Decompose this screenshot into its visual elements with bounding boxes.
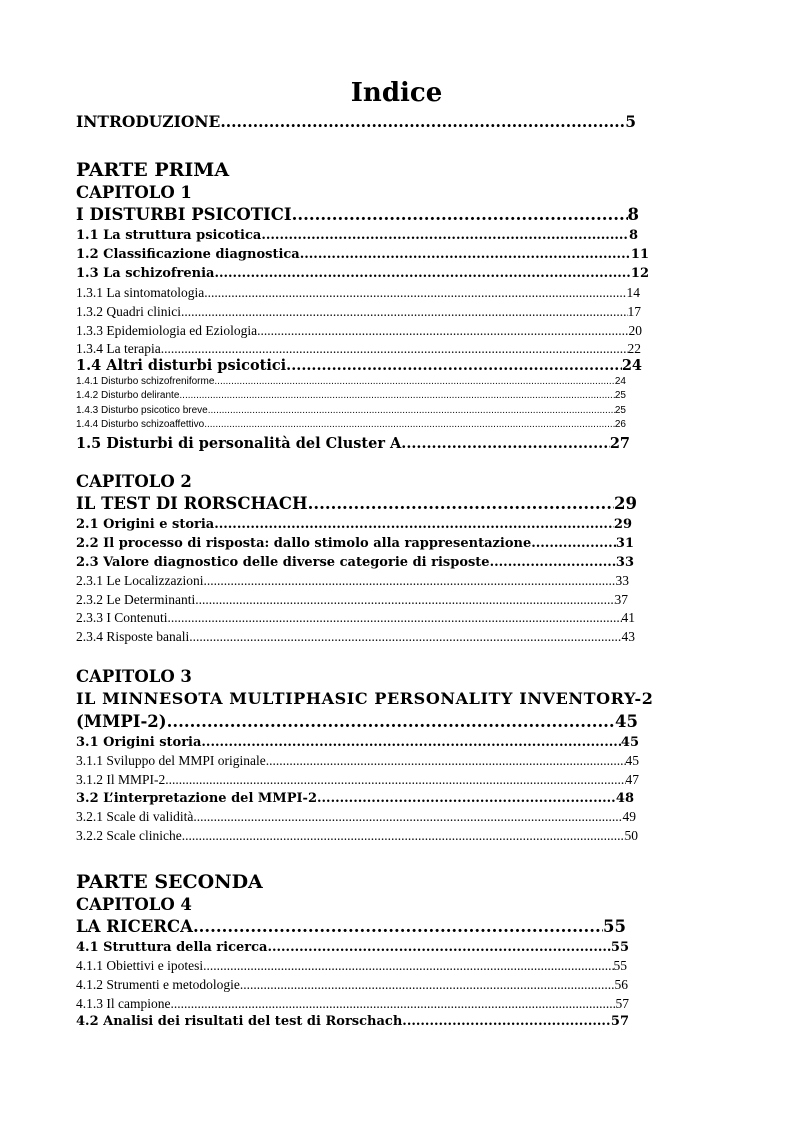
toc-label: 4.1 Struttura della ricerca xyxy=(76,940,268,955)
toc-label: 2.3.1 Le Localizzazioni xyxy=(76,573,204,588)
chapter-heading: CAPITOLO 1 xyxy=(76,183,192,202)
toc-page: 14 xyxy=(626,285,640,300)
toc-leader xyxy=(189,627,621,646)
toc-label: 4.1.1 Obiettivi e ipotesi xyxy=(76,958,204,973)
toc-leader xyxy=(240,975,615,994)
toc-leader xyxy=(204,283,626,302)
toc-label: 2.3.2 Le Determinanti xyxy=(76,592,196,607)
toc-label: 3.1.2 Il MMPI-2 xyxy=(76,772,166,787)
toc-leader xyxy=(266,751,626,770)
toc-entry-3-2[interactable] xyxy=(76,789,634,808)
toc-leader xyxy=(214,264,630,283)
toc-page: 29 xyxy=(614,494,637,513)
chapter-heading: CAPITOLO 2 xyxy=(76,472,192,491)
toc-label: 1.3.3 Epidemiologia ed Eziologia xyxy=(76,323,258,338)
toc-leader xyxy=(193,916,603,938)
toc-leader xyxy=(317,789,616,808)
toc-page: 8 xyxy=(627,205,639,224)
toc-entry-3-2-1[interactable] xyxy=(76,807,636,826)
toc-entry-4-1-3[interactable] xyxy=(76,994,629,1013)
toc-label: 3.2 L’interpretazione del MMPI-2 xyxy=(76,791,317,806)
toc-entry-1-4-3[interactable] xyxy=(76,404,626,418)
toc-entry-2-3-1[interactable] xyxy=(76,571,629,590)
toc-label: 1.4.1 Disturbo schizofreniforme xyxy=(76,376,215,387)
toc-label: 1.2 Classificazione diagnostica xyxy=(76,247,300,262)
toc-entry-chapter-4[interactable] xyxy=(76,916,626,938)
toc-label: IL TEST DI RORSCHACH xyxy=(76,494,308,513)
toc-entry-2-1[interactable] xyxy=(76,515,632,534)
toc-entry-3-1-1[interactable] xyxy=(76,751,639,770)
toc-label: 3.1.1 Sviluppo del MMPI originale xyxy=(76,753,266,768)
toc-label: 1.4.4 Disturbo schizoaffettivo xyxy=(76,419,205,430)
toc-label: 1.3 La schizofrenia xyxy=(76,266,215,281)
toc-entry-1-1[interactable] xyxy=(76,226,638,245)
toc-page: 12 xyxy=(630,266,649,281)
toc-entry-2-2[interactable] xyxy=(76,534,634,553)
toc-label: 2.3 Valore diagnostico delle diverse categorie di risposte xyxy=(76,555,490,570)
toc-leader xyxy=(267,938,610,957)
toc-label: 1.4.2 Disturbo delirante xyxy=(76,390,180,401)
toc-page: 57 xyxy=(610,1014,629,1029)
toc-page: 25 xyxy=(614,405,626,416)
toc-page: 41 xyxy=(621,610,635,625)
page-title: Indice xyxy=(350,78,443,108)
toc-entry-1-4[interactable] xyxy=(76,356,642,376)
toc-entry-4-1[interactable] xyxy=(76,938,629,957)
toc-label: 1.3.2 Quadri clinici xyxy=(76,304,181,319)
toc-leader xyxy=(257,321,628,340)
toc-leader xyxy=(220,112,625,132)
toc-label: 1.3.1 La sintomatologia xyxy=(76,285,205,300)
toc-page: 45 xyxy=(625,753,639,768)
toc-page: 33 xyxy=(615,573,629,588)
toc-leader xyxy=(165,770,625,789)
toc-entry-3-1-2[interactable] xyxy=(76,770,639,789)
toc-leader xyxy=(179,389,614,403)
toc-label: LA RICERCA xyxy=(76,917,193,936)
toc-page: 11 xyxy=(630,247,649,262)
toc-leader xyxy=(531,534,616,553)
toc-label: I DISTURBI PSICOTICI xyxy=(76,205,292,224)
toc-page: 45 xyxy=(615,712,638,731)
toc-leader xyxy=(193,807,622,826)
toc-leader xyxy=(204,418,615,432)
toc-label: 2.1 Origini e storia xyxy=(76,517,215,532)
toc-page: 8 xyxy=(628,228,638,243)
toc-entry-3-2-2[interactable] xyxy=(76,826,638,845)
toc-page: 47 xyxy=(625,772,639,787)
toc-leader xyxy=(167,711,615,733)
toc-label: 1.4.3 Disturbo psicotico breve xyxy=(76,405,208,416)
toc-leader xyxy=(261,226,629,245)
toc-page: 24 xyxy=(621,357,642,374)
toc-leader xyxy=(308,493,614,515)
toc-label: INTRODUZIONE xyxy=(76,112,221,131)
toc-page: 50 xyxy=(624,828,638,843)
toc-label: 2.3.4 Risposte banali xyxy=(76,629,190,644)
toc-entry-chapter-2[interactable] xyxy=(76,493,637,515)
toc-entry-4-1-1[interactable] xyxy=(76,956,627,975)
toc-page: 37 xyxy=(614,592,628,607)
toc-entry-1-5[interactable] xyxy=(76,434,630,454)
toc-page: 33 xyxy=(615,555,634,570)
toc-leader xyxy=(182,826,625,845)
toc-leader xyxy=(214,515,614,534)
toc-leader xyxy=(168,608,622,627)
toc-leader xyxy=(170,994,615,1013)
toc-entry-chapter-1[interactable] xyxy=(76,204,639,226)
toc-label: 2.3.3 I Contenuti xyxy=(76,610,168,625)
toc-entry-3-1[interactable] xyxy=(76,733,639,752)
toc-entry-1-4-2[interactable] xyxy=(76,389,626,403)
toc-leader xyxy=(201,733,621,752)
toc-leader xyxy=(208,404,615,418)
toc-entry-2-3-4[interactable] xyxy=(76,627,635,646)
toc-entry-2-3-3[interactable] xyxy=(76,608,635,627)
toc-page: 43 xyxy=(621,629,635,644)
toc-page: 57 xyxy=(615,996,629,1011)
toc-page: 26 xyxy=(614,419,626,430)
toc-page: 27 xyxy=(609,435,630,452)
toc-leader xyxy=(195,590,614,609)
toc-entry-1-3-1[interactable] xyxy=(76,283,640,302)
toc-page: 56 xyxy=(614,977,628,992)
toc-page: 48 xyxy=(615,791,634,806)
toc-page: 29 xyxy=(613,517,632,532)
toc-label: 3.1 Origini storia xyxy=(76,735,202,750)
toc-leader xyxy=(286,356,622,376)
toc-entry-introduzione[interactable] xyxy=(76,112,636,132)
toc-leader xyxy=(181,302,628,321)
toc-page: 45 xyxy=(620,735,639,750)
toc-entry-chapter-3[interactable] xyxy=(76,711,638,733)
chapter-heading: CAPITOLO 3 xyxy=(76,667,192,686)
toc-label: 2.2 Il processo di risposta: dallo stimolo alla rappresentazione xyxy=(76,536,532,551)
toc-entry-1-3-2[interactable] xyxy=(76,302,641,321)
toc-page: 49 xyxy=(622,809,636,824)
toc-page: 17 xyxy=(627,304,641,319)
toc-page: 55 xyxy=(603,917,626,936)
toc-leader xyxy=(490,553,616,572)
toc-page: 24 xyxy=(614,376,626,387)
chapter-heading: CAPITOLO 4 xyxy=(76,895,192,914)
toc-label: 4.1.3 Il campione xyxy=(76,996,171,1011)
toc-page: 55 xyxy=(610,940,629,955)
toc-page: 25 xyxy=(614,390,626,401)
toc-leader xyxy=(214,375,614,389)
toc-page: 31 xyxy=(615,536,634,551)
toc-page: 22 xyxy=(627,341,641,356)
toc-label: 4.2 Analisi dei risultati del test di Rorschach xyxy=(76,1014,403,1029)
toc-page: 55 xyxy=(613,958,627,973)
toc-leader xyxy=(300,245,631,264)
toc-entry-1-2[interactable] xyxy=(76,245,649,264)
toc-leader xyxy=(203,571,615,590)
toc-label: 3.2.1 Scale di validità xyxy=(76,809,194,824)
part-heading: PARTE PRIMA xyxy=(76,159,230,181)
toc-entry-2-3[interactable] xyxy=(76,553,634,572)
chapter-title: IL MINNESOTA MULTIPHASIC PERSONALITY INVENTORY-2 xyxy=(76,689,654,708)
toc-label: 1.3.4 La terapia xyxy=(76,341,161,356)
toc-entry-1-3[interactable] xyxy=(76,264,649,283)
toc-entry-1-4-1[interactable] xyxy=(76,375,626,389)
toc-entry-2-3-2[interactable] xyxy=(76,590,628,609)
toc-entry-4-1-2[interactable] xyxy=(76,975,628,994)
toc-label: 1.5 Disturbi di personalità del Cluster A xyxy=(76,435,402,452)
toc-page: 5 xyxy=(625,112,636,131)
toc-leader xyxy=(402,1012,611,1031)
toc-leader xyxy=(203,956,613,975)
toc-entry-1-4-4[interactable] xyxy=(76,418,626,432)
toc-leader xyxy=(401,434,610,454)
part-heading: PARTE SECONDA xyxy=(76,871,263,893)
toc-entry-4-2[interactable] xyxy=(76,1012,629,1031)
toc-page: 20 xyxy=(628,323,642,338)
toc-label: 1.4 Altri disturbi psicotici xyxy=(76,357,287,374)
toc-leader xyxy=(292,204,628,226)
toc-label: 4.1.2 Strumenti e metodologie xyxy=(76,977,240,992)
toc-label: 3.2.2 Scale cliniche xyxy=(76,828,182,843)
toc-entry-1-3-3[interactable] xyxy=(76,321,642,340)
toc-label: 1.1 La struttura psicotica xyxy=(76,228,262,243)
toc-label: (MMPI-2) xyxy=(76,712,167,731)
